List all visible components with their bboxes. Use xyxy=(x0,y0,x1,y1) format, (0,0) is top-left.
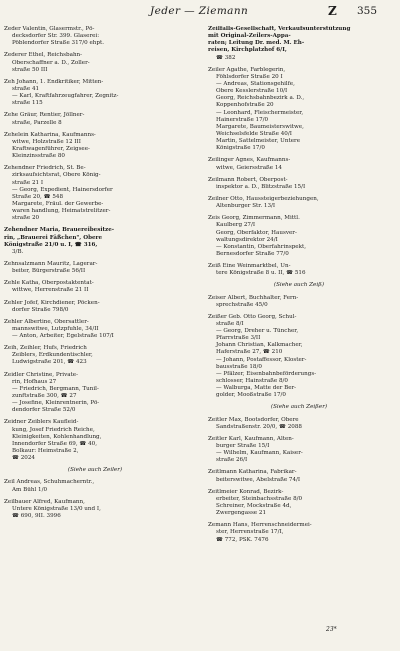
directory-line: straße 20 xyxy=(12,215,40,222)
directory-line: Zeiser Albert, Buchhalter, Fern- xyxy=(208,294,299,301)
directory-line: Oberschaffner a. D., Zoller- xyxy=(12,59,90,66)
directory-line: Schreiner, Mockstraße 4d, xyxy=(216,503,292,510)
directory-line: Pfarrstraße 3/II xyxy=(216,335,261,342)
directory-line: — Josefine, Kleinrentnerin, Pö- xyxy=(12,400,100,407)
directory-line: burger Straße 15/I xyxy=(216,443,270,450)
directory-line: waltungsdirektor 24/I xyxy=(216,236,278,243)
directory-line: Zeh Johann, 1. Endkritiker, Mitten- xyxy=(4,78,104,85)
directory-line: Zehler Jofef, Kirchdiener, Pöcken- xyxy=(4,299,100,306)
directory-line: Zeidner Zeiblers Kaufleid- xyxy=(4,419,79,426)
directory-line: Kleinzinsstraße 80 xyxy=(12,153,65,160)
directory-line: (Siehe auch Zeißer) xyxy=(270,404,328,411)
directory-line: beiterswitwe, Abelstraße 74/I xyxy=(216,476,301,483)
directory-line: Untere Königstraße 13/0 und I, xyxy=(12,505,101,512)
directory-line: tere Königstraße 8 u. II, ☎ 516 xyxy=(216,270,306,277)
directory-line: (Siehe auch Zeiß) xyxy=(273,282,325,289)
directory-line: Zehendner Maria, Brauereibesitze- xyxy=(4,227,115,234)
printer-signature: 23* xyxy=(326,626,337,633)
directory-line: Zeitlmann Katharina, Fabrikar- xyxy=(208,469,297,476)
directory-line: Zeitler Max, Bootsdorfer, Obere xyxy=(208,416,299,423)
directory-line: ☎ 690, 9II. 3996 xyxy=(12,513,61,520)
directory-line: straße 50 III xyxy=(12,66,48,73)
right-column xyxy=(208,26,390,544)
directory-line: Zeilinger Agnes, Kaufmanns- xyxy=(208,157,291,164)
directory-line: Bernesdorfer Straße 77/0 xyxy=(216,250,289,257)
directory-line: straße 41 xyxy=(12,85,40,92)
directory-line: (Siehe auch Zeiler) xyxy=(67,467,123,474)
directory-line: Haferstraße 27, ☎ 210 xyxy=(216,349,283,356)
directory-line: Zeis Georg, Zimmermann, Mittl. xyxy=(208,215,300,222)
directory-line: — Georg, Dreher u. Tüncher, xyxy=(216,328,299,335)
directory-line: — Friedrich, Bergmann, Tunil- xyxy=(12,385,99,392)
directory-line: Königstraße 21/0 u. I, ☎ 316, xyxy=(4,241,98,248)
directory-line: 3/B. xyxy=(12,248,24,255)
directory-line: Zeiß Eine Weinmarktbel, Un- xyxy=(208,263,291,270)
directory-line: Zeilfalls-Gesellschaft, Verkaufsunterstützung xyxy=(208,26,351,32)
directory-line: beiter, Bürgerstraße 56/II xyxy=(12,268,86,275)
directory-line: — Anton, Arbeiter, Egelstraße 107/I xyxy=(12,333,114,340)
directory-line: rin, „Brauerei Fäßchen", Obere xyxy=(4,234,103,241)
directory-line: Innendorfer Straße 69, ☎ 40, xyxy=(12,440,98,447)
left-column xyxy=(4,26,186,520)
directory-line: Altenburger Str. 13/I xyxy=(216,203,276,210)
directory-line: Am Bühl 1/0 xyxy=(12,486,48,493)
directory-line: decksdorfer Str. 399. Glaserei: xyxy=(12,33,100,40)
directory-line: — Walburga, Matte der Ber- xyxy=(216,385,297,392)
directory-line: dendorfer Straße 52/0 xyxy=(12,407,76,414)
directory-line: Georg, Oberfaktor, Hausver- xyxy=(216,229,297,236)
directory-line: Margarete, Baumeisterswitwe, xyxy=(216,123,304,130)
directory-line: Zeil Andreas, Schuhmacherntr., xyxy=(4,479,95,486)
directory-line: straße, Parzelle 8 xyxy=(12,119,62,126)
directory-line: kung, Josef Friedrich Reiche, xyxy=(12,426,95,433)
directory-line: Zeder Valentin, Glasermstr., Pö- xyxy=(4,26,95,32)
directory-line: Zeilner Otto, Haussteigerbeziehungen, xyxy=(208,195,319,202)
directory-line: — Leonhard, Fleischermeister, xyxy=(216,109,304,116)
directory-line: mit Original-Zeilers-Appa- xyxy=(208,33,291,40)
directory-line: Zeilmann Robert, Oberpost- xyxy=(208,176,288,183)
directory-line: ☎ 382 xyxy=(216,54,236,61)
directory-line: Zeitlmeier Konrad, Bezirk- xyxy=(208,488,284,495)
page-number: 355 xyxy=(357,5,378,17)
directory-line: waren handlung, Heimatstrelitzer- xyxy=(12,208,111,215)
directory-line: raten; Leitung Dr. med. M. Eh- xyxy=(208,40,305,47)
directory-line: ☎ 2024 xyxy=(12,455,35,462)
directory-line: Zehnsalzmann Mauritz, Lagerar- xyxy=(4,260,98,267)
directory-line: ☎ 772, PSK. 7476 xyxy=(216,536,269,543)
directory-line: zunftstraße 300, ☎ 27 xyxy=(12,393,77,400)
directory-line: schlosser, Hainstraße 8/0 xyxy=(216,378,288,385)
directory-line: mannswitwe, Lutzpfuhle, 34/II xyxy=(12,325,99,332)
directory-line: Zehendner Friedrich, St. Be- xyxy=(4,165,86,172)
directory-line: ster, Herrenstraße 17/I, xyxy=(216,529,284,536)
directory-line: straße 8/I xyxy=(216,320,244,327)
directory-line: rin, Hofhaus 27 xyxy=(12,378,57,385)
directory-line: Zehe Gräur, Rentier, Jöllner- xyxy=(4,112,85,119)
directory-line: Zeitler Karl, Kaufmann, Alten- xyxy=(208,435,294,442)
directory-line: Zehle Katha, Oberpostaktentat- xyxy=(4,280,94,287)
directory-line: Kraftwagenführer, Zeigsee- xyxy=(12,145,90,152)
directory-line: Zeiblers, Erdkundentischler, xyxy=(12,352,93,359)
directory-line: Koppenhofstraße 20 xyxy=(216,102,274,109)
section-letter: Z xyxy=(328,4,337,18)
directory-line: Kleinigkeiten, Kohlenhandlung, xyxy=(12,433,102,440)
directory-line: bausstraße 18/0 xyxy=(216,363,262,370)
directory-line: Martin, Sattelmeister, Untere xyxy=(216,138,301,145)
directory-line: Straße 20, ☎ 548 xyxy=(12,193,64,200)
directory-line: wittwe, Herrenstraße 21 II xyxy=(12,287,89,294)
directory-line: Sandstraßenstr. 20/0, ☎ 2088 xyxy=(216,423,302,430)
directory-line: golder, Mooßstraße 17/0 xyxy=(216,392,286,399)
directory-line: reisen, Kirchplatzhof 6/I, xyxy=(208,47,287,54)
directory-line: Georg, Reichsbahnbezirk a. D., xyxy=(216,95,305,102)
directory-line: Margarete, Fräul. der Gewerbe- xyxy=(12,200,104,207)
directory-line: sprechstraße 45/0 xyxy=(216,301,268,308)
directory-line: Zeiler Agathe, Farblegerin, xyxy=(208,66,286,73)
directory-line: Zehelein Katharina, Kaufmanns- xyxy=(4,131,96,138)
directory-line: Zeih, Zeihler, Hufs, Friedrich xyxy=(4,345,87,352)
running-head: Jeder — Ziemann xyxy=(150,5,249,17)
directory-line: — Wilhelm, Kaufmann, Kaiser- xyxy=(216,450,303,457)
directory-line: zirksaufsichtsrat, Obere König- xyxy=(12,172,101,179)
directory-line: — Konstantin, Oberfahrinspekt, xyxy=(216,243,307,250)
directory-line: — Georg, Expedient, Hainersdorfer xyxy=(12,186,113,193)
page-header xyxy=(0,0,400,22)
directory-line: Kaulberg 27/I xyxy=(216,222,256,229)
directory-line: Zeidler Christine, Private- xyxy=(4,371,79,378)
directory-line: — Johann, Postaffessor, Kloster- xyxy=(216,356,307,363)
directory-line: Zeilbauer Alfred, Kaufmann, xyxy=(4,498,85,505)
directory-line: Pöblendorfer Straße 317/0 ehpt. xyxy=(12,40,104,47)
directory-line: straße 115 xyxy=(12,100,43,107)
directory-line: Bolkaur: Heimstraße 2, xyxy=(12,448,79,455)
directory-line: witwe, Geiersstraße 14 xyxy=(216,164,282,171)
directory-line: Johann Christian, Kalkmacher, xyxy=(216,342,303,349)
directory-line: Zehler Albertine, Obersattler- xyxy=(4,318,89,325)
directory-line: Ludwigstraße 201, ☎ 423 xyxy=(12,359,87,366)
directory-line: dorfer Straße 798/0 xyxy=(12,306,69,313)
directory-line: Obere Kesslerstraße 10/I xyxy=(216,88,288,95)
directory-line: Königstraße 17/0 xyxy=(216,145,265,152)
directory-line: Zeißer Geb. Otto Georg, Schul- xyxy=(208,313,297,320)
directory-line: Weichselsfelde Straße 40/I xyxy=(216,130,292,137)
directory-line: Zemann Hans, Herrenschneidermei- xyxy=(208,522,312,529)
directory-line: erbeiter, Steinbachsstraße 8/0 xyxy=(216,495,303,502)
directory-line: — Pfälzer, Eisenbahnbeförderungs- xyxy=(216,370,317,377)
directory-line: Hainerstraße 17/0 xyxy=(216,116,269,123)
directory-line: — Karl, Kraftfahrzeugfahrer, Zegnitz- xyxy=(12,93,119,100)
directory-line: straße 26/I xyxy=(216,457,248,464)
directory-line: Föhlsdorfer Straße 20 I xyxy=(216,73,283,80)
directory-line: — Andreas, Stationsgehilfe, xyxy=(216,80,295,87)
directory-line: witwe, Holzstraße 12 III xyxy=(12,138,81,145)
directory-line: inspektor a. D., Blitzstraße 15/I xyxy=(216,183,306,190)
directory-line: Zederer Ethel, Reichsbahn- xyxy=(4,52,83,59)
directory-line: Zwergengasse 21 xyxy=(216,510,267,517)
directory-line: straße 21 I xyxy=(12,179,44,186)
